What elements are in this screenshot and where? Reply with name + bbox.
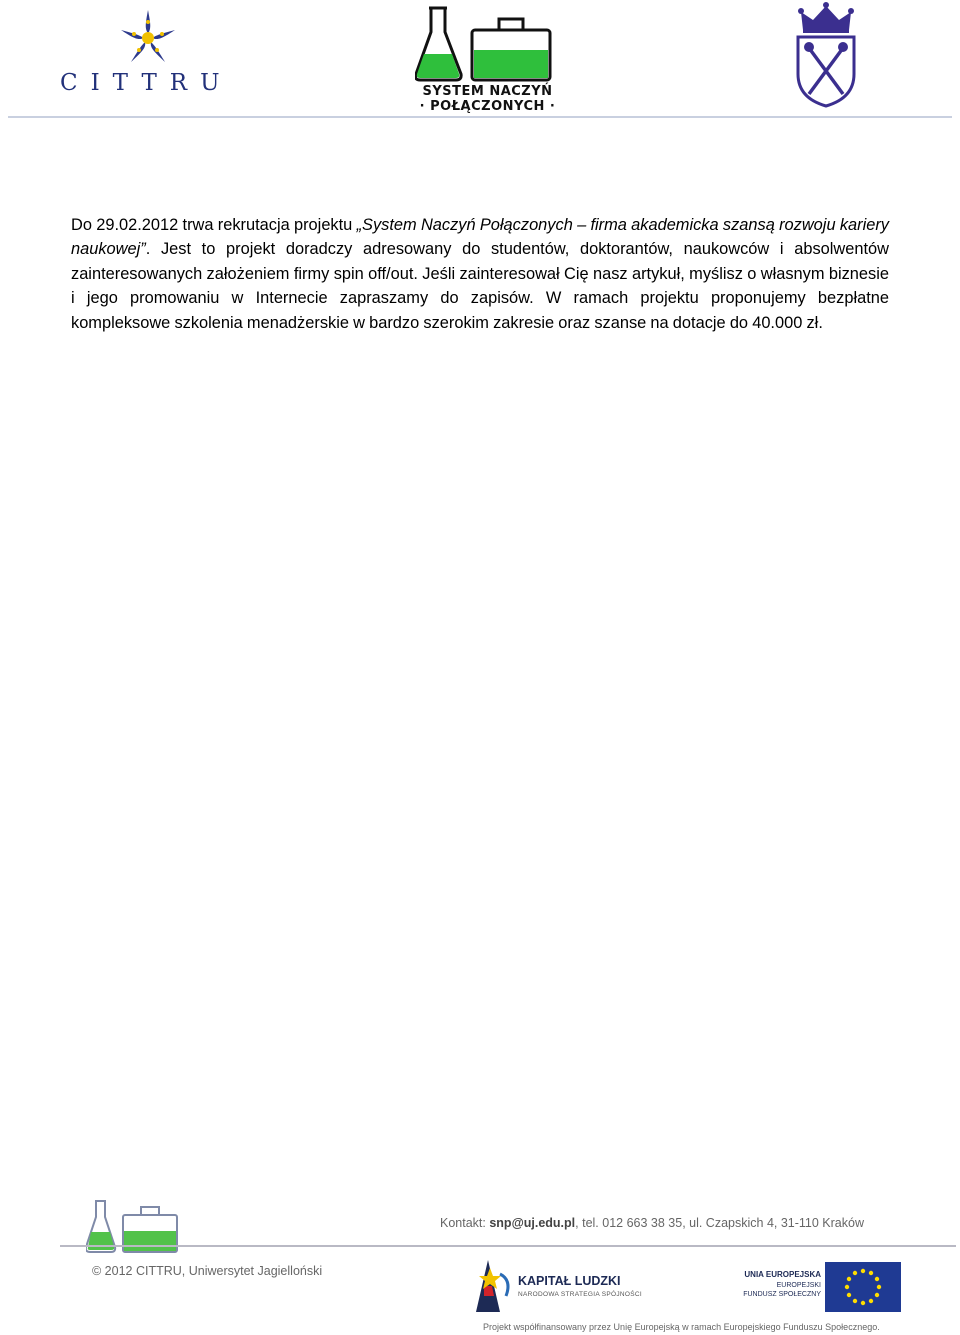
eu-line3: FUNDUSZ SPOŁECZNY [743, 1291, 821, 1298]
article-intro: Do 29.02.2012 trwa rekrutacja projektu [71, 216, 357, 234]
eu-line2: EUROPEJSKI [776, 1282, 821, 1289]
cittru-logo [60, 8, 235, 108]
eu-social-fund-logo [735, 1262, 901, 1314]
kapital-ludzki-logo [470, 1256, 650, 1314]
footer-cofinancing-note: Projekt współfinansowany przez Unię Europejską w ramach Europejskiego Funduszu Społecznego. [483, 1322, 880, 1332]
flask-briefcase-icon [415, 4, 560, 84]
kapital-ludzki-title: KAPITAŁ LUDZKI [518, 1274, 621, 1288]
article-body: . Jest to projekt doradczy adresowany do studentów, doktorantów, naukowców i absolwentów zainteresowanych założeniem firmy spin off/out. Jeśli zainteresował Cię nasz artykuł, myślisz o własnym biznesie i jego promowaniu w Internecie zapraszamy do zapisów. W ramach projektu proponujemy bezpłatne kompleksowe szkolenia menadżerskie w bardzo szerokim zakresie oraz szanse na dotacje do 40.000 zł. [71, 240, 889, 332]
contact-label: Kontakt: [440, 1216, 490, 1230]
eu-flag-icon [825, 1262, 901, 1312]
footer-divider [60, 1245, 956, 1247]
footer-contact [440, 1216, 864, 1230]
article-paragraph [71, 213, 889, 335]
snp-logo-line2: · POŁĄCZONYCH · [419, 99, 556, 114]
project-name: „System Naczyń Połączonych – firma akademicka szansą rozwoju kariery naukowej” [71, 216, 890, 259]
eu-line1: UNIA EUROPEJSKA [744, 1270, 821, 1279]
kapital-ludzki-star-icon [470, 1256, 514, 1314]
contact-email-link[interactable]: snp@uj.edu.pl [489, 1216, 576, 1230]
cittru-logo-text: CITTRU [60, 70, 233, 96]
snp-logo-line1: SYSTEM NACZYŃ [422, 84, 553, 99]
header-divider [8, 116, 952, 118]
system-naczyn-logo [415, 4, 560, 116]
kapital-ludzki-subtitle: NARODOWA STRATEGIA SPÓJNOŚCI [518, 1291, 642, 1298]
footer-copyright: © 2012 CITTRU, Uniwersytet Jagielloński [92, 1264, 323, 1278]
cittru-star-icon [60, 8, 235, 68]
contact-details: , tel. 012 663 38 35, ul. Czapskich 4, 31-110 Kraków [575, 1216, 864, 1230]
university-crest [793, 2, 859, 108]
crown-shield-icon [793, 2, 859, 108]
